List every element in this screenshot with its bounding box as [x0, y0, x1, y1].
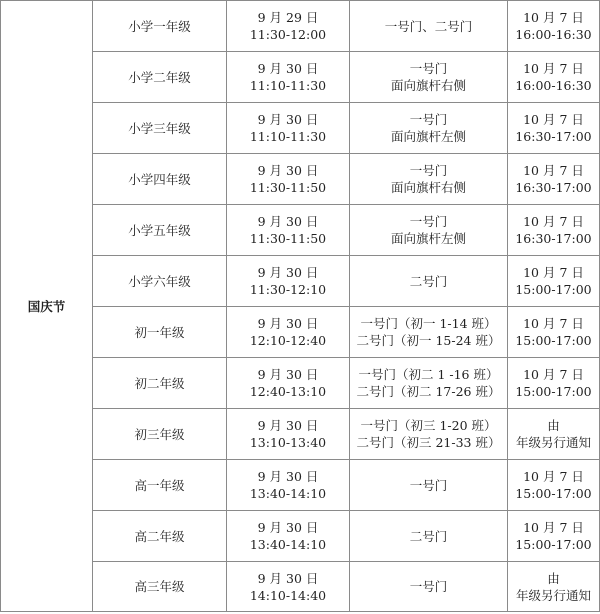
leave-time-cell-leave-time: 15:00-17:00: [515, 333, 592, 348]
grade-cell: [93, 256, 227, 307]
return-time-cell: [227, 511, 350, 562]
leave-time-cell-leave-time: 16:30-17:00: [515, 231, 592, 246]
leave-time-cell-leave-date: 10 月 7 日: [523, 112, 584, 127]
return-time-cell: [227, 1, 350, 52]
grade-cell-grade: 小学二年级: [128, 69, 191, 85]
return-time-cell-return-time: 11:10-11:30: [249, 129, 327, 144]
leave-time-cell: [508, 511, 600, 562]
leave-time-cell-leave-date: 10 月 7 日: [523, 316, 584, 331]
return-time-cell: [227, 205, 350, 256]
grade-cell-grade: 小学六年级: [128, 273, 191, 289]
leave-time-cell-leave-date: 10 月 7 日: [523, 214, 584, 229]
grade-cell: [93, 205, 227, 256]
return-time-cell: [227, 154, 350, 205]
leave-time-cell-leave-date: 10 月 7 日: [523, 520, 584, 535]
gate-cell-gate1: 一号门: [409, 163, 448, 178]
leave-time-cell: [508, 1, 600, 52]
grade-cell-grade: 初一年级: [134, 324, 185, 340]
gate-cell: [350, 307, 508, 358]
gate-cell: [350, 205, 508, 256]
return-time-cell-return-date: 9 月 30 日: [257, 265, 319, 280]
leave-time-cell-leave-date: 10 月 7 日: [523, 265, 584, 280]
gate-cell-gate1: 一号门（初三 1-20 班）: [360, 418, 497, 433]
grade-cell-grade: 初三年级: [134, 426, 185, 442]
return-time-cell: [227, 460, 350, 511]
return-time-cell-return-time: 14:10-14:40: [249, 587, 327, 603]
grade-cell: [93, 1, 227, 52]
holiday-cell: 国庆节: [1, 1, 93, 612]
gate-cell-gate1: 一号门: [409, 112, 448, 127]
return-time-cell-return-time: 11:30-11:50: [249, 180, 327, 195]
leave-time-cell: [508, 409, 600, 460]
return-time-cell-return-date: 9 月 30 日: [257, 61, 319, 76]
leave-time-cell: [508, 358, 600, 409]
grade-cell: [93, 511, 227, 562]
grade-cell-grade: 小学三年级: [128, 120, 191, 136]
return-time-cell-return-time: 11:30-12:10: [249, 282, 327, 297]
leave-time-cell-leave-time: 16:30-17:00: [515, 129, 592, 144]
leave-time-cell: [508, 307, 600, 358]
leave-time-cell: [508, 256, 600, 307]
return-time-cell-return-date: 9 月 30 日: [257, 163, 319, 178]
gate-cell: [350, 409, 508, 460]
return-time-cell-return-time: 13:10-13:40: [249, 435, 327, 450]
leave-time-cell: [508, 562, 600, 612]
leave-time-cell-leave-time: 16:00-16:30: [515, 27, 592, 42]
leave-time-cell-leave-time: 15:00-17:00: [515, 486, 592, 501]
return-time-cell-return-time: 11:30-11:50: [249, 231, 327, 246]
gate-cell-gate2: 二号门（初一 15-24 班）: [356, 333, 501, 348]
grade-cell-grade: 高三年级: [134, 579, 185, 594]
leave-time-cell: [508, 103, 600, 154]
gate-cell: [350, 511, 508, 562]
gate-cell-gate1: 二号门: [409, 273, 448, 289]
gate-cell-gate2: 二号门（初二 17-26 班）: [356, 384, 501, 399]
gate-cell-gate2: 面向旗杆右侧: [390, 180, 466, 195]
gate-cell-gate2: 二号门（初三 21-33 班）: [356, 435, 501, 450]
return-time-cell: [227, 103, 350, 154]
grade-cell: [93, 562, 227, 612]
return-time-cell-return-date: 9 月 30 日: [257, 316, 319, 331]
leave-time-cell-leave-date: 10 月 7 日: [523, 163, 584, 178]
return-time-cell-return-time: 13:40-14:10: [249, 486, 327, 501]
leave-time-cell-leave-date: 10 月 7 日: [523, 61, 584, 76]
gate-cell-gate1: 一号门: [409, 214, 448, 229]
return-time-cell-return-date: 9 月 30 日: [257, 367, 319, 382]
return-time-cell: [227, 358, 350, 409]
grade-cell: [93, 103, 227, 154]
grade-cell-grade: 初二年级: [134, 375, 185, 391]
gate-cell: [350, 358, 508, 409]
leave-time-cell-leave-time: 年级另行通知: [515, 587, 591, 603]
grade-cell: [93, 460, 227, 511]
gate-cell: [350, 256, 508, 307]
gate-cell-gate2: 面向旗杆左侧: [390, 231, 466, 246]
return-time-cell-return-time: 12:40-13:10: [249, 384, 327, 399]
gate-cell: [350, 460, 508, 511]
gate-cell: [350, 52, 508, 103]
grade-cell: [93, 154, 227, 205]
grade-cell-grade: 高一年级: [134, 477, 185, 493]
leave-time-cell: [508, 52, 600, 103]
return-time-cell: [227, 256, 350, 307]
return-time-cell-return-date: 9 月 30 日: [257, 520, 319, 535]
table-row: [1, 1, 600, 52]
schedule-body: [1, 1, 600, 612]
leave-time-cell-leave-time: 16:00-16:30: [515, 78, 592, 93]
gate-cell-gate2: 面向旗杆右侧: [390, 78, 466, 93]
return-time-cell: [227, 562, 350, 612]
gate-cell: [350, 1, 508, 52]
grade-cell-grade: 小学四年级: [128, 171, 191, 187]
grade-cell: [93, 358, 227, 409]
gate-cell-gate1: 一号门（初二 1 -16 班）: [358, 367, 499, 382]
leave-time-cell: [508, 205, 600, 256]
leave-time-cell-leave-time: 15:00-17:00: [515, 282, 592, 297]
gate-cell-gate1: 一号门（初一 1-14 班）: [360, 316, 497, 331]
gate-cell: [350, 562, 508, 612]
leave-time-cell-leave-time: 年级另行通知: [515, 435, 591, 450]
return-time-cell: [227, 307, 350, 358]
grade-cell-grade: 高二年级: [134, 528, 185, 544]
grade-cell: [93, 307, 227, 358]
leave-time-cell-leave-date: 由: [547, 418, 560, 433]
leave-time-cell: [508, 154, 600, 205]
grade-cell: [93, 52, 227, 103]
return-time-cell-return-date: 9 月 30 日: [257, 112, 319, 127]
leave-time-cell-leave-date: 10 月 7 日: [523, 367, 584, 382]
leave-time-cell-leave-time: 15:00-17:00: [515, 384, 592, 399]
gate-cell-gate1: 一号门: [409, 477, 448, 493]
return-time-cell-return-date: 9 月 30 日: [257, 214, 319, 229]
grade-cell: [93, 409, 227, 460]
gate-cell-gate2: 面向旗杆左侧: [390, 129, 466, 144]
leave-time-cell-leave-time: 15:00-17:00: [515, 537, 592, 552]
return-time-cell: [227, 409, 350, 460]
return-time-cell: [227, 52, 350, 103]
leave-time-cell-leave-time: 16:30-17:00: [515, 180, 592, 195]
return-time-cell-return-time: 11:30-12:00: [249, 27, 327, 42]
leave-time-cell-leave-date: 10 月 7 日: [523, 10, 584, 25]
return-time-cell-return-date: 9 月 30 日: [257, 570, 319, 586]
return-time-cell-return-date: 9 月 30 日: [257, 418, 319, 433]
leave-time-cell: [508, 460, 600, 511]
grade-cell-grade: 小学五年级: [128, 222, 191, 238]
gate-cell-gate1: 二号门: [409, 528, 448, 544]
grade-cell-grade: 小学一年级: [128, 18, 191, 34]
return-time-cell-return-time: 11:10-11:30: [249, 78, 327, 93]
gate-cell-gate1: 一号门、二号门: [384, 18, 473, 34]
return-time-cell-return-time: 12:10-12:40: [249, 333, 327, 348]
gate-cell: [350, 103, 508, 154]
leave-time-cell-leave-date: 由: [547, 570, 560, 586]
return-time-cell-return-time: 13:40-14:10: [249, 537, 327, 552]
return-time-cell-return-date: 9 月 29 日: [257, 10, 319, 25]
leave-time-cell-leave-date: 10 月 7 日: [523, 469, 584, 484]
gate-cell-gate1: 一号门: [409, 579, 448, 594]
gate-cell-gate1: 一号门: [409, 61, 448, 76]
gate-cell: [350, 154, 508, 205]
return-time-cell-return-date: 9 月 30 日: [257, 469, 319, 484]
